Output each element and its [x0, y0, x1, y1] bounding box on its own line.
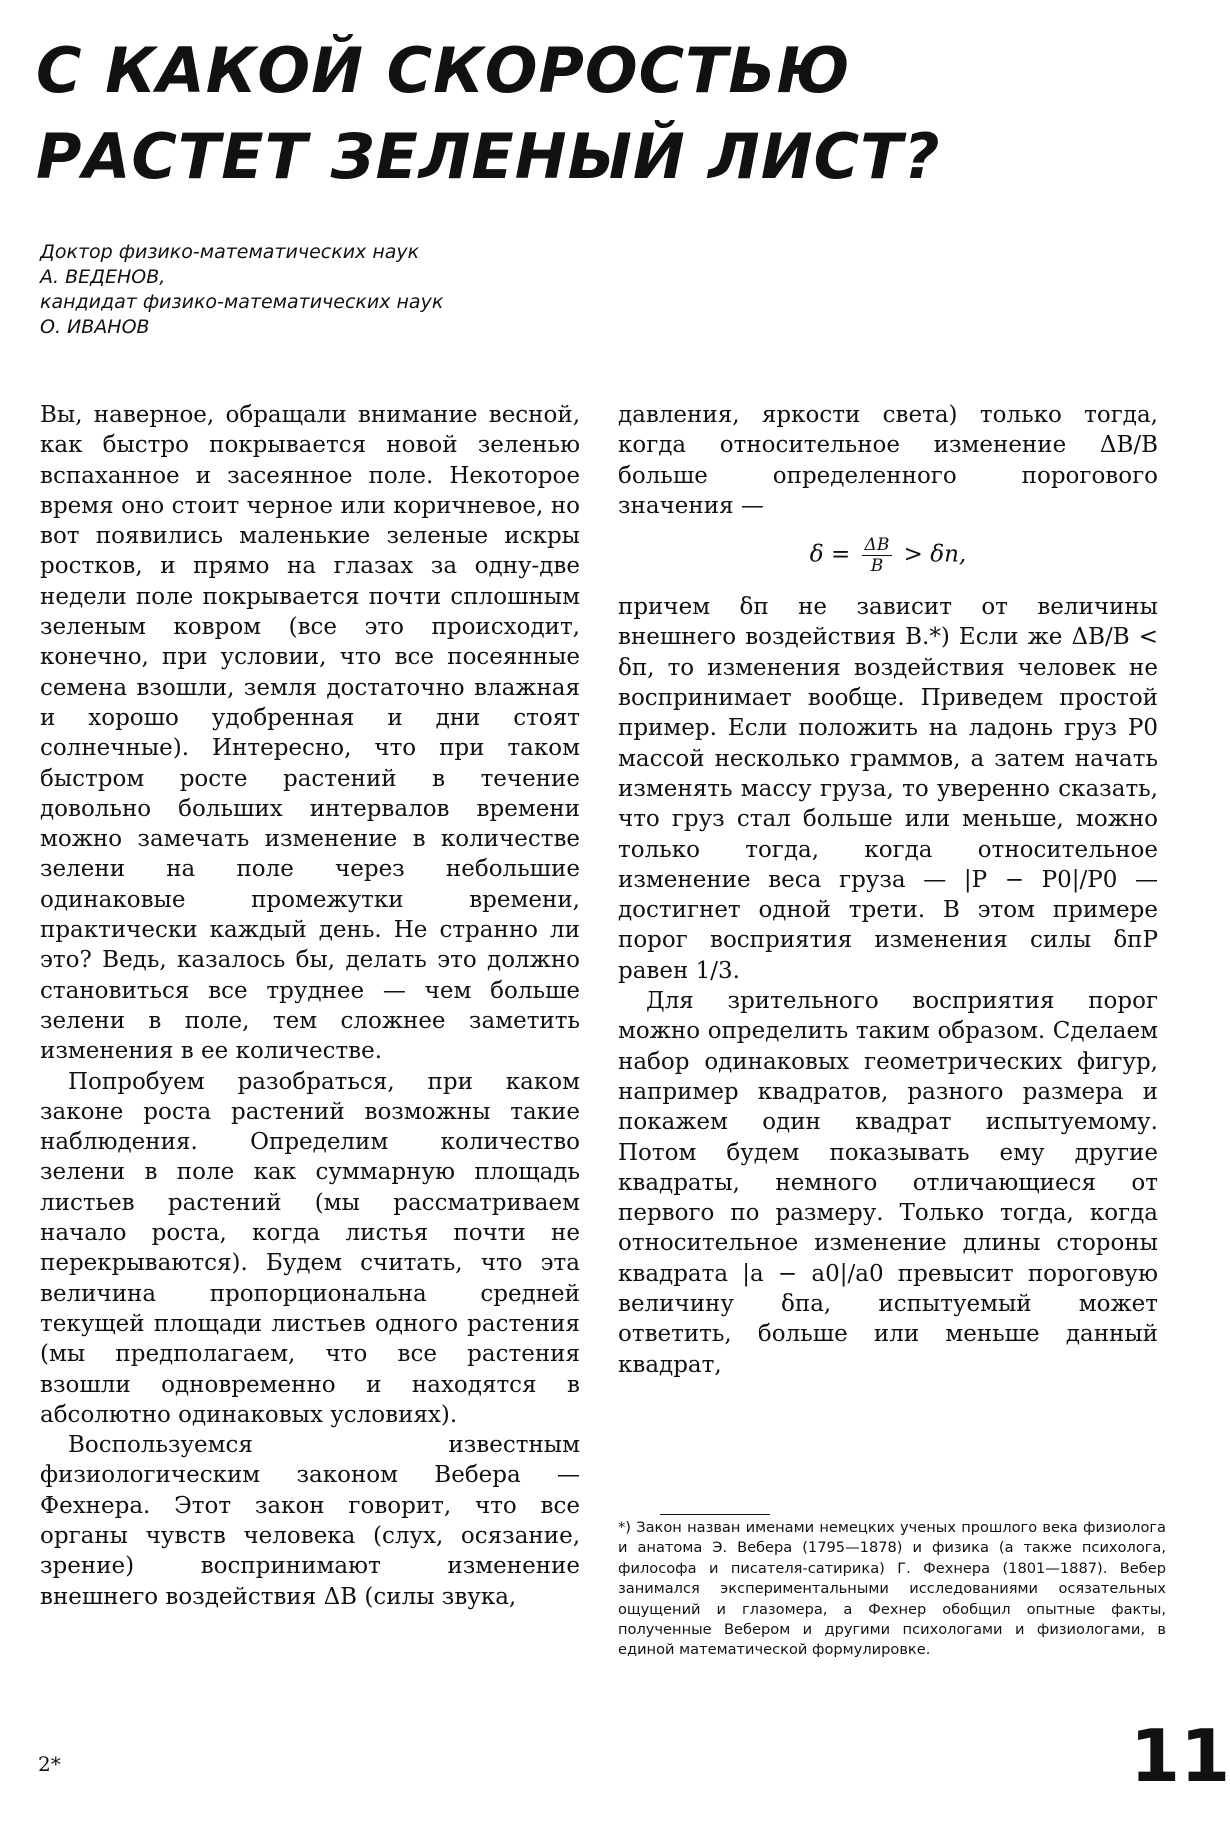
paragraph-6: Для зрительного восприятия порог можно определить таким образом. Сделаем набор одинаковых геометрических фигур, например квадратов, разного размера и покажем один квадрат испытуемому. Потом будем показывать ему другие квадраты, немного отличающиеся от первого по размеру. Только тогда, когда относительное изменение длины стороны квадрата |a − a0|/a0 превысит пороговую величину δпa, испытуемый может ответить, больше или меньше данный квадрат,: [618, 988, 1158, 1378]
paragraph-3: Воспользуемся известным физиологическим законом Вебера — Фехнера. Этот закон говорит, что все органы чувств человека (слух, осязание, зрение) воспринимают изменение внешнего воздействия ΔB (силы звука,: [40, 1432, 580, 1610]
paragraph-1: Вы, наверное, обращали внимание весной, как быстро покрывается новой зеленью вспаханное и засеянное поле. Некоторое время оно стоит черное или коричневое, но вот появились маленькие зеленые искры ростков, и прямо на глазах за одну-две недели поле покрывается почти сплошным зеленым ковром (все это происходит, конечно, при условии, что все посеянные семена взошли, земля достаточно влажная и хорошо удобренная и дни стоят солнечные). Интересно, что при таком быстром росте растений в течение довольно больших интервалов времени можно замечать изменение в количестве зелени на поле через небольшие одинаковые промежутки времени, практически каждый день. Не странно ли это? Ведь, казалось бы, делать это должно становиться все труднее — чем больше зелени в поле, тем сложнее заметить изменения в ее количестве.: [40, 402, 580, 1065]
paragraph-5: причем δп не зависит от величины внешнего воздействия B.*) Если же ΔB/B < δп, то изменения воздействия человек не воспринимает вообще. Приведем простой пример. Если положить на ладонь груз P0 массой несколько граммов, а затем начать изменять массу груза, то уверенно сказать, что груз стал больше или меньше, можно только тогда, когда относительное изменение веса груза — |P − P0|/P0 — достигнет одной трети. В этом примере порог восприятия изменения силы δпP равен 1/3.: [618, 594, 1158, 984]
left-column: [40, 400, 580, 1612]
footnote-divider: [660, 1514, 770, 1515]
author-byline: [40, 240, 540, 340]
title-line-2: РАСТЕТ ЗЕЛЕНЫЙ ЛИСТ?: [36, 120, 941, 193]
right-column: [618, 400, 1158, 1380]
page-number: 11: [1130, 1714, 1230, 1798]
formula-fraction: [862, 535, 893, 576]
author-degree-1: Доктор физико-математических наук: [40, 241, 420, 263]
paragraph-2: Попробуем разобраться, при каком законе роста растений возможны такие наблюдения. Определим количество зелени в поле как суммарную площадь листьев растений (мы рассматриваем начало роста, когда листья почти не перекрываются). Будем считать, что эта величина пропорциональна средней текущей площади листьев одного растения (мы предполагаем, что все растения взошли одновременно и находятся в абсолютно одинаковых условиях).: [40, 1068, 580, 1428]
author-degree-2: кандидат физико-математических наук: [40, 291, 444, 313]
formula-left: δ =: [809, 541, 851, 568]
title-line-1: С КАКОЙ СКОРОСТЬЮ: [36, 34, 851, 107]
footnote: *) Закон назван именами немецких ученых прошлого века физиолога и анатома Э. Вебера (1795—1878) и физика (а также психолога, философа и писателя-сатирика) Г. Фехнера (1801—1887). Вебер занимался экспериментальными исследованиями осязательных ощущений и глазомера, а Фехнер обобщил опытные факты, полученные Вебером и другими психологами и физиологами, в единой математической формулировке.: [618, 1519, 1166, 1659]
formula-denominator: B: [870, 556, 884, 577]
threshold-formula: [618, 535, 1158, 576]
article-title: [36, 28, 1036, 200]
author-name-1: А. ВЕДЕНОВ,: [40, 266, 166, 288]
signature-mark: 2*: [38, 1752, 61, 1776]
author-name-2: О. ИВАНОВ: [40, 316, 150, 338]
formula-right: > δп,: [903, 541, 967, 568]
formula-numerator: ΔB: [862, 535, 893, 556]
paragraph-4: давления, яркости света) только тогда, когда относительное изменение ΔB/B больше определенного порогового значения —: [618, 402, 1158, 519]
